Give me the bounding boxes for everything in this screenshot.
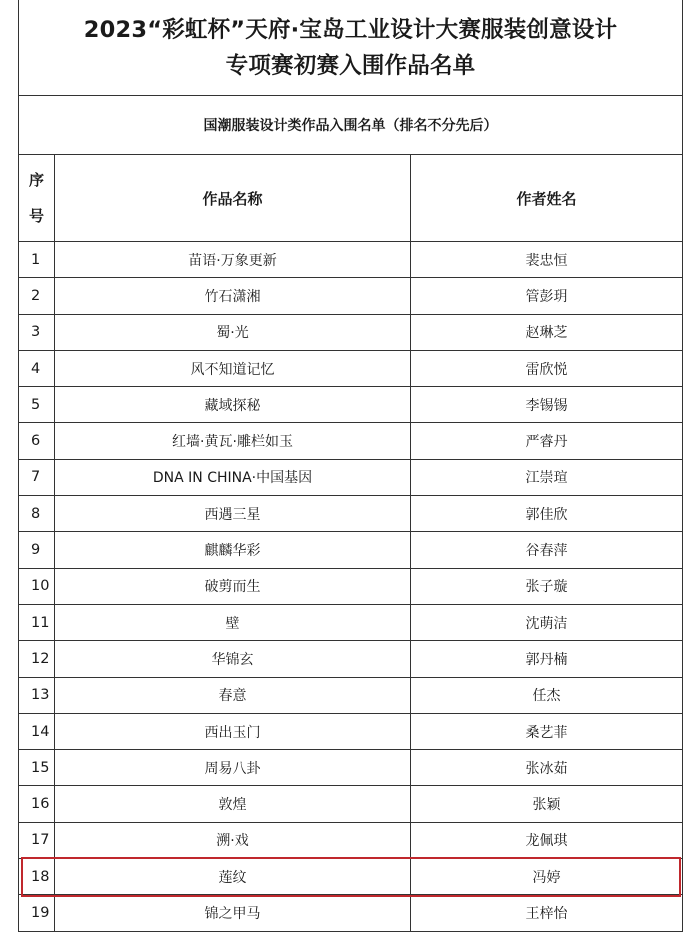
table-row xyxy=(19,641,683,677)
author-name: 李锡锡 xyxy=(411,387,683,423)
row-number: 10 xyxy=(19,568,55,604)
table-row xyxy=(19,242,683,278)
work-name: 红墙·黄瓦·雕栏如玉 xyxy=(55,423,411,459)
row-number: 3 xyxy=(19,314,55,350)
document-page xyxy=(18,0,682,941)
header-work-name: 作品名称 xyxy=(55,155,411,242)
document-title xyxy=(19,0,683,96)
work-name: 华锦玄 xyxy=(55,641,411,677)
work-name: 苗语·万象更新 xyxy=(55,242,411,278)
author-name: 张颖 xyxy=(411,786,683,822)
work-name: DNA IN CHINA·中国基因 xyxy=(55,459,411,495)
title-line-1: 2023“彩虹杯”天府·宝岛工业设计大赛服装创意设计 xyxy=(83,16,618,43)
work-name: 藏域探秘 xyxy=(55,387,411,423)
row-number: 12 xyxy=(19,641,55,677)
row-number: 19 xyxy=(19,895,55,931)
header-number-char-2: 号 xyxy=(28,207,44,225)
table-row xyxy=(19,387,683,423)
table-row xyxy=(19,822,683,858)
author-name: 雷欣悦 xyxy=(411,350,683,386)
row-number: 1 xyxy=(19,242,55,278)
highlight-box xyxy=(21,857,681,897)
table-row xyxy=(19,677,683,713)
table-row xyxy=(19,750,683,786)
header-number xyxy=(19,155,55,242)
work-name: 敦煌 xyxy=(55,786,411,822)
title-line-2: 专项赛初赛入围作品名单 xyxy=(225,52,476,79)
table-row xyxy=(19,314,683,350)
author-name: 沈萌洁 xyxy=(411,604,683,640)
table-row xyxy=(19,532,683,568)
shortlist-table xyxy=(18,0,683,932)
work-name: 风不知道记忆 xyxy=(55,350,411,386)
row-number: 7 xyxy=(19,459,55,495)
table-row xyxy=(19,604,683,640)
row-number: 5 xyxy=(19,387,55,423)
header-number-char-1: 序 xyxy=(28,171,44,189)
work-name: 蜀·光 xyxy=(55,314,411,350)
author-name: 任杰 xyxy=(411,677,683,713)
work-name: 西出玉门 xyxy=(55,713,411,749)
author-name: 张子璇 xyxy=(411,568,683,604)
header-author-name: 作者姓名 xyxy=(411,155,683,242)
table-row xyxy=(19,895,683,931)
author-name: 郭佳欣 xyxy=(411,496,683,532)
author-name: 管彭玥 xyxy=(411,278,683,314)
work-name: 麒麟华彩 xyxy=(55,532,411,568)
row-number: 4 xyxy=(19,350,55,386)
author-name: 江崇瑄 xyxy=(411,459,683,495)
work-name: 破剪而生 xyxy=(55,568,411,604)
author-name: 赵琳芝 xyxy=(411,314,683,350)
row-number: 18 xyxy=(19,859,55,895)
author-name: 冯婷 xyxy=(411,859,683,895)
row-number: 16 xyxy=(19,786,55,822)
work-name: 春意 xyxy=(55,677,411,713)
row-number: 6 xyxy=(19,423,55,459)
author-name: 严睿丹 xyxy=(411,423,683,459)
row-number: 2 xyxy=(19,278,55,314)
table-row xyxy=(19,278,683,314)
author-name: 龙佩琪 xyxy=(411,822,683,858)
work-name: 周易八卦 xyxy=(55,750,411,786)
row-number: 17 xyxy=(19,822,55,858)
table-row xyxy=(19,713,683,749)
work-name: 莲纹 xyxy=(55,859,411,895)
row-number: 15 xyxy=(19,750,55,786)
category-subtitle: 国潮服装设计类作品入围名单（排名不分先后） xyxy=(19,96,683,155)
work-name: 壁 xyxy=(55,604,411,640)
work-name: 竹石潇湘 xyxy=(55,278,411,314)
row-number: 8 xyxy=(19,496,55,532)
author-name: 桑艺菲 xyxy=(411,713,683,749)
row-number: 11 xyxy=(19,604,55,640)
work-name: 西遇三星 xyxy=(55,496,411,532)
table-row xyxy=(19,568,683,604)
table-row xyxy=(19,459,683,495)
author-name: 郭丹楠 xyxy=(411,641,683,677)
row-number: 13 xyxy=(19,677,55,713)
author-name: 谷春萍 xyxy=(411,532,683,568)
header-row xyxy=(19,155,683,242)
row-number: 9 xyxy=(19,532,55,568)
author-name: 张冰茹 xyxy=(411,750,683,786)
table-row xyxy=(19,786,683,822)
table-row xyxy=(19,423,683,459)
author-name: 王梓怡 xyxy=(411,895,683,931)
work-name: 锦之甲马 xyxy=(55,895,411,931)
work-name: 溯·戏 xyxy=(55,822,411,858)
author-name: 裴忠恒 xyxy=(411,242,683,278)
row-number: 14 xyxy=(19,713,55,749)
table-row xyxy=(19,350,683,386)
table-row xyxy=(19,496,683,532)
